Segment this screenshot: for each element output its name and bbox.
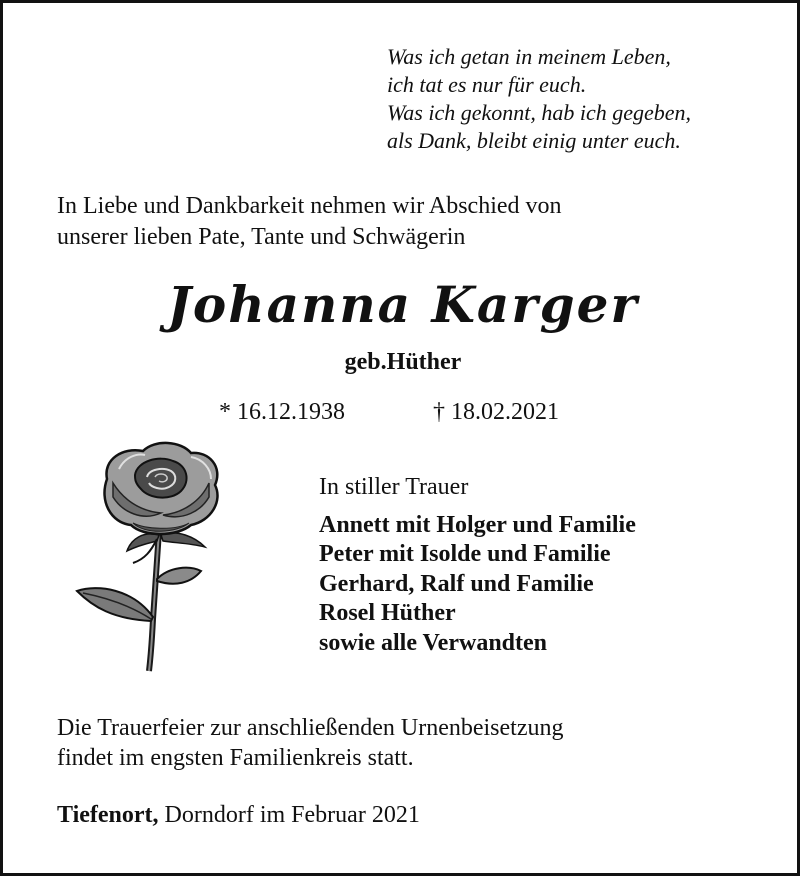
mourner-family: Rosel Hüther — [319, 600, 456, 626]
mourners-block — [319, 473, 636, 658]
intro-text — [57, 191, 562, 253]
mourner-family: Annett mit Holger und Familie — [319, 511, 636, 538]
maiden-name: geb.Hüther — [344, 349, 462, 375]
intro-line: unserer lieben Pate, Tante und Schwägerin — [57, 224, 466, 250]
mourner-family: Gerhard, Ralf und Familie — [319, 570, 594, 597]
mourner-family: Peter mit Isolde und Familie — [319, 541, 611, 567]
place-rest: Dorndorf im Februar 2021 — [158, 802, 420, 828]
poem-line: Was ich gekonnt, hab ich gegeben, — [387, 100, 692, 125]
mourner-family: sowie alle Verwandten — [319, 629, 547, 656]
death-date: † 18.02.2021 — [433, 399, 559, 425]
deceased-name: Johanna Karger — [167, 275, 639, 334]
service-line: findet im engsten Familienkreis statt. — [57, 745, 414, 771]
place-town: Tiefenort, — [57, 802, 159, 828]
mourners-lead: In stiller Trauer — [319, 474, 469, 500]
poem — [387, 43, 691, 155]
poem-line: ich tat es nur für euch. — [387, 72, 587, 97]
rose-icon — [73, 439, 233, 675]
intro-line: In Liebe und Dankbarkeit nehmen wir Abschied von — [57, 193, 562, 219]
poem-line: Was ich getan in meinem Leben, — [387, 44, 671, 69]
place-date — [57, 800, 420, 830]
birth-date: * 16.12.1938 — [219, 399, 345, 425]
poem-line: als Dank, bleibt einig unter euch. — [387, 128, 681, 153]
service-line: Die Trauerfeier zur anschließenden Urnenbeisetzung — [57, 715, 564, 741]
service-info — [57, 713, 563, 773]
